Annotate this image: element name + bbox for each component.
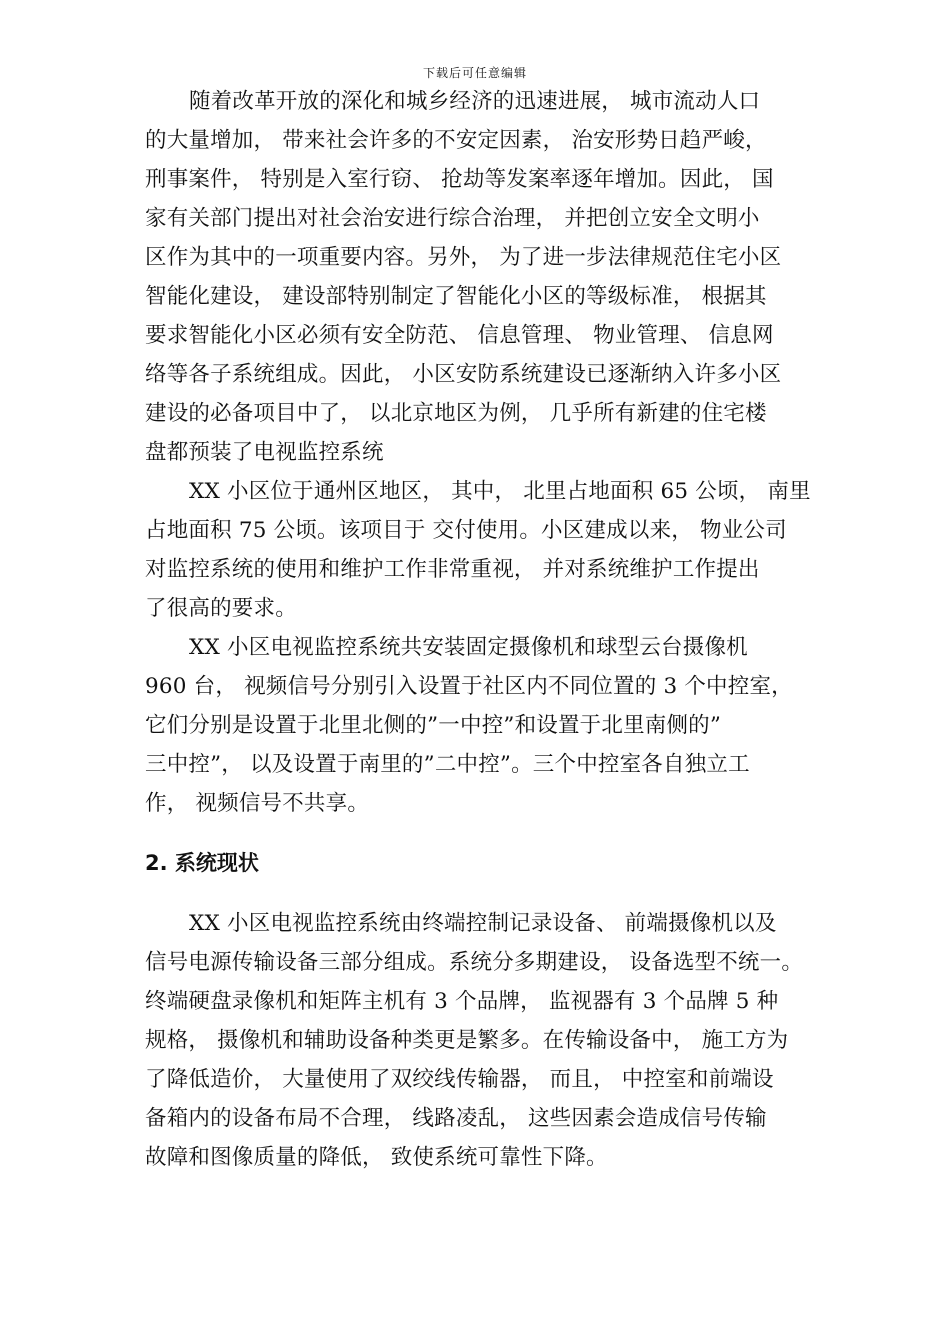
- text-line: 备箱内的设备布局不合理， 线路凌乱， 这些因素会造成信号传输: [145, 1106, 767, 1131]
- text-line: 的大量增加， 带来社会许多的不安定因素， 治安形势日趋严峻，: [145, 128, 767, 153]
- text-line: 960 台， 视频信号分别引入设置于社区内不同位置的 3 个中控室，: [145, 674, 793, 699]
- section-heading: 2. 系统现状: [145, 851, 259, 875]
- text-line: 对监控系统的使用和维护工作非常重视， 并对系统维护工作提出: [145, 557, 760, 582]
- text-line: 家有关部门提出对社会治安进行综合治理， 并把创立安全文明小: [145, 206, 760, 231]
- text-line: 区作为其中的一项重要内容。另外， 为了进一步法律规范住宅小区: [145, 245, 782, 270]
- text-line: XX 小区电视监控系统共安装固定摄像机和球型云台摄像机: [189, 635, 748, 660]
- text-line: XX 小区电视监控系统由终端控制记录设备、 前端摄像机以及: [189, 911, 777, 936]
- paragraph-cameras: [145, 628, 815, 823]
- text-line: XX 小区位于通州区地区， 其中， 北里占地面积 65 公顷， 南里: [189, 479, 811, 504]
- text-line: 盘都预装了电视监控系统: [145, 440, 384, 465]
- text-line: 刑事案件， 特别是入室行窃、 抢劫等发案率逐年增加。因此， 国: [145, 167, 774, 192]
- text-line: 规格， 摄像机和辅助设备种类更是繁多。在传输设备中， 施工方为: [145, 1028, 789, 1053]
- page-header: 下载后可任意编辑: [422, 66, 527, 80]
- text-line: 信号电源传输设备三部分组成。系统分多期建设， 设备选型不统一。: [145, 950, 804, 975]
- paragraph-system-status: [145, 904, 815, 1177]
- text-line: 智能化建设， 建设部特别制定了智能化小区的等级标准， 根据其: [145, 284, 767, 309]
- text-line: 占地面积 75 公顷。该项目于 交付使用。小区建成以来， 物业公司: [145, 518, 787, 543]
- text-line: 故障和图像质量的降低， 致使系统可靠性下降。: [145, 1145, 608, 1170]
- paragraph-background: [145, 82, 815, 472]
- paragraph-location: [145, 472, 815, 628]
- text-line: 作， 视频信号不共享。: [145, 791, 370, 816]
- document-body: [145, 82, 815, 1177]
- text-line: 了降低造价， 大量使用了双绞线传输器， 而且， 中控室和前端设: [145, 1067, 774, 1092]
- text-line: 随着改革开放的深化和城乡经济的迅速进展， 城市流动人口: [189, 89, 761, 114]
- text-line: 三中控”， 以及设置于南里的”二中控”。三个中控室各自独立工: [145, 752, 750, 777]
- text-line: 络等各子系统组成。因此， 小区安防系统建设已逐渐纳入许多小区: [145, 362, 782, 387]
- text-line: 建设的必备项目中了， 以北京地区为例， 几乎所有新建的住宅楼: [145, 401, 767, 426]
- text-line: 要求智能化小区必须有安全防范、 信息管理、 物业管理、 信息网: [145, 323, 774, 348]
- text-line: 了很高的要求。: [145, 596, 297, 621]
- text-line: 终端硬盘录像机和矩阵主机有 3 个品牌， 监视器有 3 个品牌 5 种: [145, 989, 779, 1014]
- text-line: 它们分别是设置于北里北侧的”一中控”和设置于北里南侧的”: [145, 713, 722, 738]
